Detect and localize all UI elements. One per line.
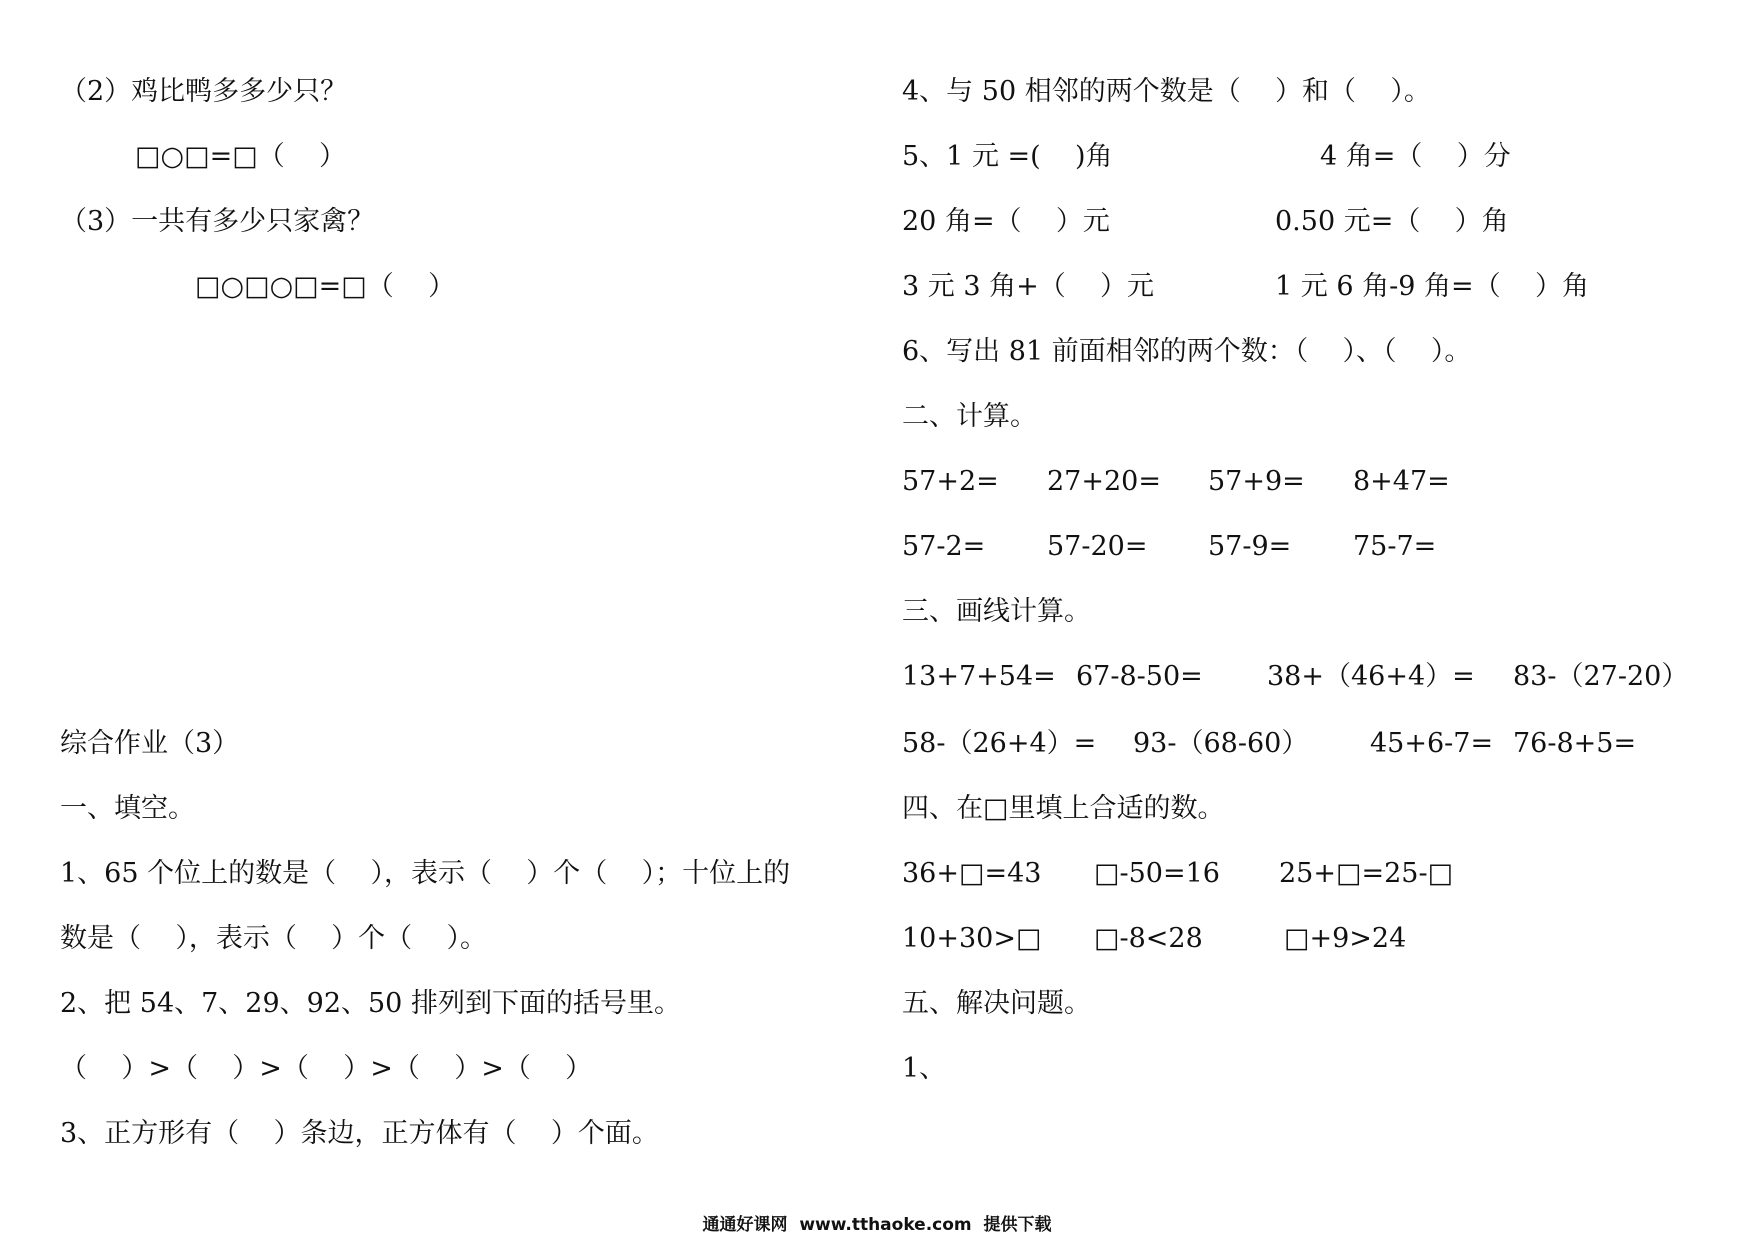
section3-r1-c1: 13+7+54= xyxy=(902,661,1056,692)
homework-title: 综合作业（3） xyxy=(60,728,240,759)
section2-r1-c4: 8+47= xyxy=(1353,466,1450,497)
section2-r1-c3: 57+9= xyxy=(1208,466,1305,497)
item5-row3-b: 1 元 6 角-9 角=（ ）角 xyxy=(1275,271,1589,302)
section3-r2-c2: 93-（68-60） xyxy=(1133,728,1309,759)
section4-title: 四、在□里填上合适的数。 xyxy=(902,793,1225,824)
item5-row3-a: 3 元 3 角+（ ）元 xyxy=(902,271,1155,302)
section1-title: 一、填空。 xyxy=(60,793,195,824)
section3-r2-c4: 76-8+5= xyxy=(1513,728,1637,759)
item6: 6、写出 81 前面相邻的两个数：（ ）、（ ）。 xyxy=(902,336,1472,367)
section5-item1: 1、 xyxy=(902,1053,947,1084)
section2-title: 二、计算。 xyxy=(902,401,1037,432)
section2-r2-c2: 57-20= xyxy=(1047,531,1148,562)
section3-r1-c4: 83-（27-20） xyxy=(1513,661,1689,692)
section2-r2-c4: 75-7= xyxy=(1353,531,1437,562)
item5-row2-a: 20 角=（ ）元 xyxy=(902,206,1110,237)
section2-r1-c2: 27+20= xyxy=(1047,466,1161,497)
item5-row1-a: 5、1 元 =( )角 xyxy=(902,141,1113,172)
q3-formula: □○□○□=□（ ） xyxy=(195,271,456,302)
section4-r2-c2: □-8<28 xyxy=(1094,923,1203,954)
section1-item3: 3、正方形有（ ）条边，正方体有（ ）个面。 xyxy=(60,1118,659,1149)
section4-r1-c2: □-50=16 xyxy=(1094,858,1220,889)
q2-formula: □○□=□（ ） xyxy=(135,141,347,172)
section3-r2-c3: 45+6-7= xyxy=(1370,728,1494,759)
section1-item1-line2: 数是（ ），表示（ ）个（ ）。 xyxy=(60,923,487,954)
section5-title: 五、解决问题。 xyxy=(902,988,1091,1019)
section3-r1-c3: 38+（46+4）= xyxy=(1267,661,1475,692)
section4-r2-c3: □+9>24 xyxy=(1284,923,1407,954)
item4: 4、与 50 相邻的两个数是（ ）和（ ）。 xyxy=(902,76,1431,107)
section2-r1-c1: 57+2= xyxy=(902,466,999,497)
section4-r1-c3: 25+□=25-□ xyxy=(1279,858,1454,889)
section4-r2-c1: 10+30>□ xyxy=(902,923,1042,954)
section1-item2-blanks: （ ）>（ ）>（ ）>（ ）>（ ） xyxy=(60,1053,593,1084)
section3-r1-c2: 67-8-50= xyxy=(1076,661,1203,692)
item5-row2-b: 0.50 元=（ ）角 xyxy=(1275,206,1509,237)
section1-item2: 2、把 54、7、29、92、50 排列到下面的括号里。 xyxy=(60,988,681,1019)
section3-r2-c1: 58-（26+4）= xyxy=(902,728,1097,759)
item5-row1-b: 4 角=（ ）分 xyxy=(1320,141,1511,172)
section3-title: 三、画线计算。 xyxy=(902,596,1091,627)
section1-item1-line1: 1、65 个位上的数是（ ），表示（ ）个（ ）；十位上的 xyxy=(60,858,791,889)
q2-question: （2）鸡比鸭多多少只？ xyxy=(60,76,348,107)
section4-r1-c1: 36+□=43 xyxy=(902,858,1042,889)
section2-r2-c3: 57-9= xyxy=(1208,531,1292,562)
q3-question: （3）一共有多少只家禽？ xyxy=(60,206,375,237)
footer-credit: 通通好课网 www.tthaoke.com 提供下载 xyxy=(702,1215,1052,1235)
section2-r2-c1: 57-2= xyxy=(902,531,986,562)
